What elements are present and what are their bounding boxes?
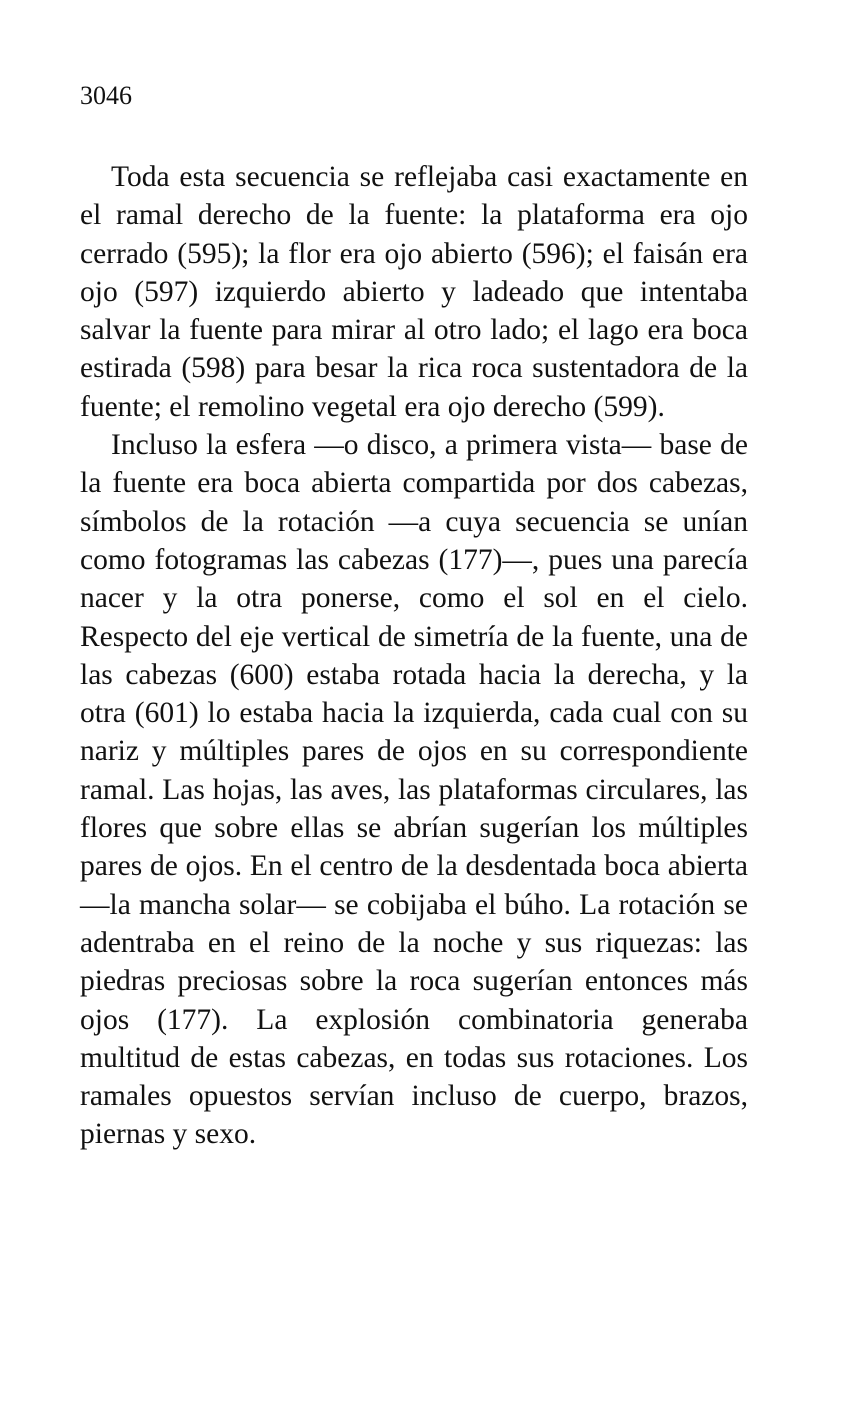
paragraph-2: Incluso la esfera —o disco, a primera vista— base de la fuente era boca abierta compartida por dos cabezas, símbolos de la rotación —a cuya secuencia se unían como fotogramas las cabezas (177)—, pues una parecía nacer y la otra ponerse, como el sol en el cielo. Respecto del eje vertical de simetría de la fuente, una de las cabezas (600) estaba rotada hacia la derecha, y la otra (601) lo estaba hacia la izquierda, cada cual con su nariz y múltiples pares de ojos en su correspondiente ramal. Las hojas, las aves, las plataformas circulares, las flores que sobre ellas se abrían sugerían los múltiples pares de ojos. En el centro de la desdentada boca abierta —la mancha solar— se cobijaba el búho. La rotación se adentraba en el reino de la noche y sus riquezas: las piedras preciosas sobre la roca sugerían entonces más ojos (177). La explosión combinatoria generaba multitud de estas cabezas, en todas sus rotaciones. Los ramales opuestos servían incluso de cuerpo, brazos, piernas y sexo. xyxy=(80,429,748,1151)
body-text xyxy=(80,158,748,1154)
paragraph-1: Toda esta secuencia se reflejaba casi exactamente en el ramal derecho de la fuente: la plataforma era ojo cerrado (595); la flor era ojo abierto (596); el faisán era ojo (597) izquierdo abierto y ladeado que intentaba salvar la fuente para mirar al otro lado; el lago era boca estirada (598) para besar la rica roca sustentadora de la fuente; el remolino vegetal era ojo derecho (599). xyxy=(80,161,748,423)
page-number: 3046 xyxy=(80,81,132,110)
